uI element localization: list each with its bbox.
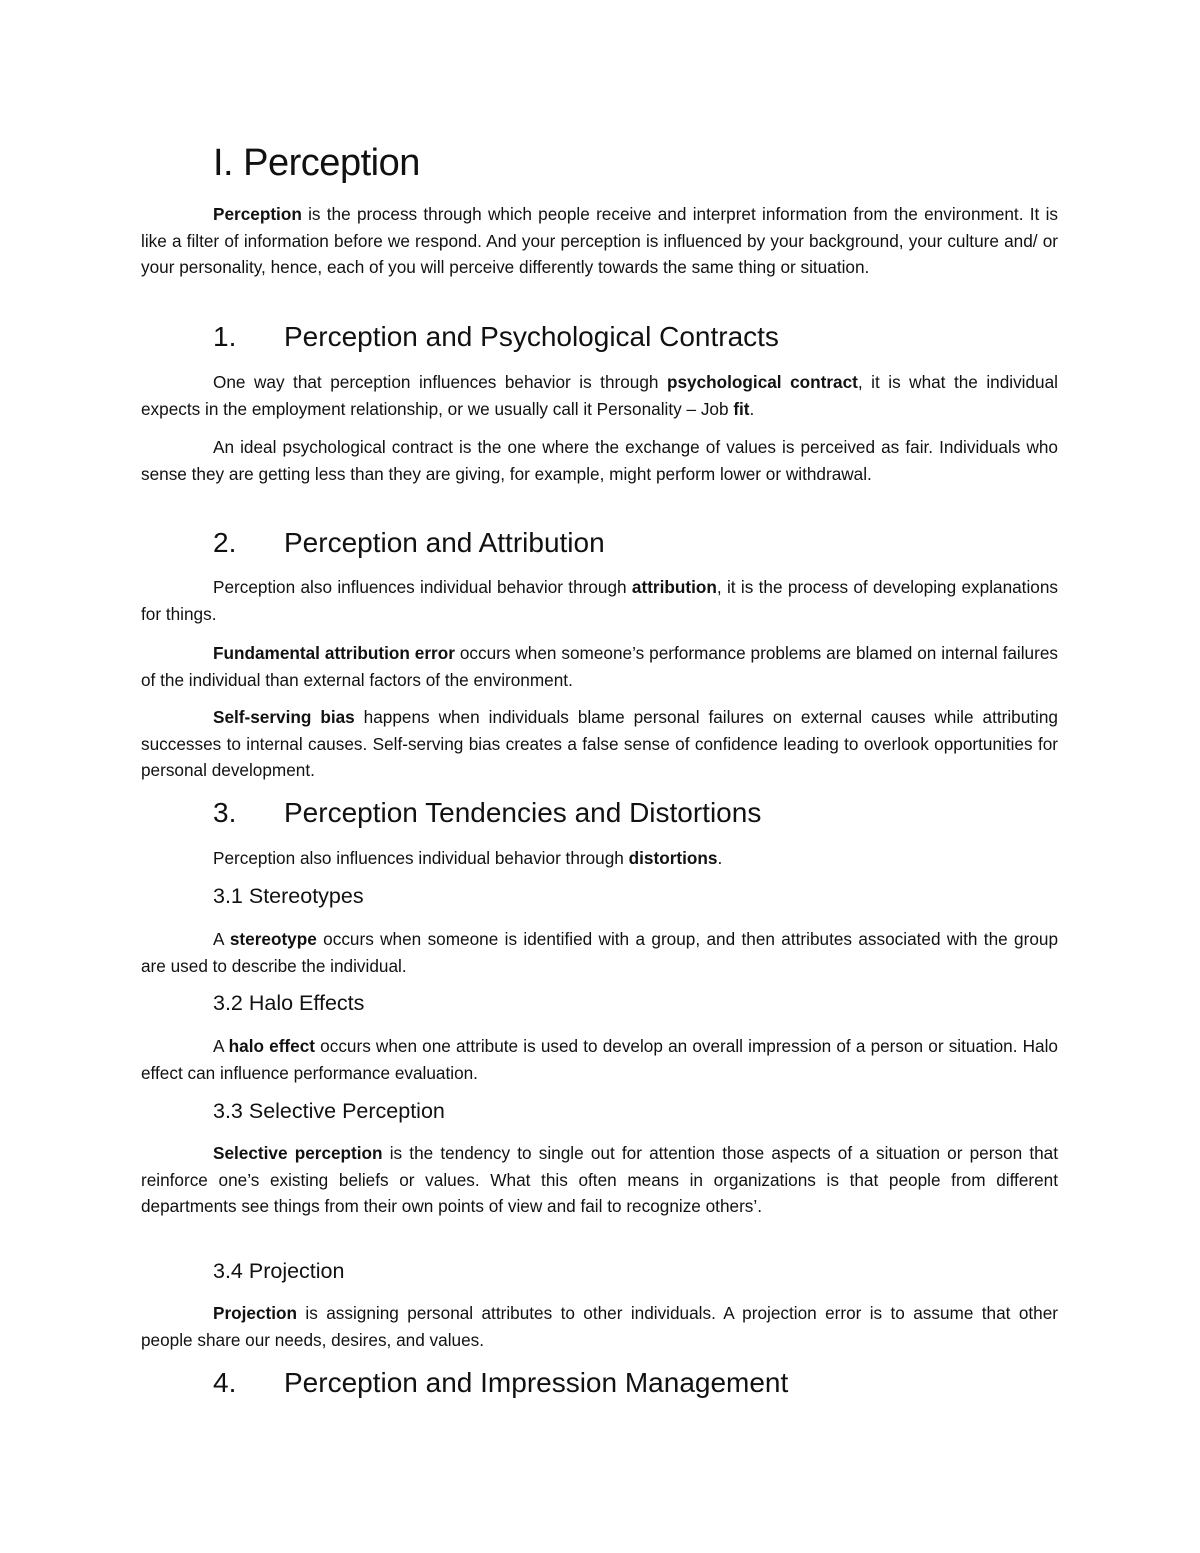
text-run: occurs when one attribute is used to develop an overall impression of a person or situation. Halo effect can influence performance evaluation.	[141, 1036, 1058, 1083]
section-1-paragraph-1	[141, 369, 1058, 422]
section-3-paragraph-1	[141, 845, 1058, 872]
text-run: A	[213, 929, 230, 949]
section-2-heading	[213, 527, 605, 559]
term-attribution: attribution	[631, 577, 717, 597]
term-fundamental-attribution-error: Fundamental attribution error	[213, 643, 455, 663]
section-1-heading	[213, 321, 779, 353]
section-3-heading	[213, 797, 761, 829]
section-2-paragraph-2	[141, 640, 1058, 693]
text-run: A	[213, 1036, 229, 1056]
text-run: .	[717, 848, 723, 868]
text-run: , it is the process of developing explanations for things.	[141, 577, 1058, 624]
section-2-paragraph-3	[141, 704, 1058, 784]
term-psychological-contract: psychological contract	[666, 372, 858, 392]
subsection-3-2-paragraph	[141, 1033, 1058, 1086]
intro-text: is the process through which people receive and interpret information from the environment. It is like a filter of information before we respond. And your perception is influenced by your background, your culture and/ or your personality, hence, each of you will perceive differently towards the same thing or situation.	[141, 204, 1058, 277]
term-distortions: distortions	[628, 848, 718, 868]
section-1-paragraph-2: An ideal psychological contract is the one where the exchange of values is perceived as fair. Individuals who sense they are getting less than they are giving, for example, might perform lower or withdrawal.	[141, 437, 1058, 484]
term-stereotype: stereotype	[229, 929, 317, 949]
section-2-title: Perception and Attribution	[284, 527, 605, 558]
term-self-serving-bias: Self-serving bias	[213, 707, 355, 727]
subsection-3-3-heading: 3.3 Selective Perception	[213, 1099, 445, 1123]
text-run: is the tendency to single out for attention those aspects of a situation or person that reinforce one’s existing beliefs or values. What this often means in organizations is that people from different departments see things from their own points of view and fail to recognize others’.	[141, 1143, 1058, 1216]
subsection-3-4-heading: 3.4 Projection	[213, 1259, 345, 1283]
section-2-number: 2.	[213, 527, 237, 558]
subsection-3-2-heading: 3.2 Halo Effects	[213, 991, 365, 1015]
text-run: .	[749, 398, 755, 419]
subsection-3-3-paragraph	[141, 1140, 1058, 1220]
text-run: Perception also influences individual behavior through	[213, 848, 629, 868]
section-2-paragraph-1	[141, 574, 1058, 627]
term-halo-effect: halo effect	[228, 1036, 316, 1056]
term-projection: Projection	[213, 1303, 298, 1323]
text-run: Perception also influences individual behavior through	[213, 577, 632, 597]
term-fit: fit	[733, 398, 750, 419]
section-1-title: Perception and Psychological Contracts	[284, 321, 779, 352]
subsection-3-4-paragraph	[141, 1300, 1058, 1353]
section-1-number: 1.	[213, 321, 237, 352]
text-run: occurs when someone’s performance problems are blamed on internal failures of the individual than external factors of the environment.	[141, 643, 1058, 690]
subsection-3-1-paragraph	[141, 926, 1058, 979]
section-4-number: 4.	[213, 1367, 237, 1398]
section-4-heading	[213, 1367, 788, 1399]
text-run: occurs when someone is identified with a group, and then attributes associated with the group are used to describe the individual.	[141, 929, 1058, 976]
intro-term: Perception	[213, 204, 302, 224]
intro-paragraph	[141, 201, 1058, 281]
text-run: happens when individuals blame personal failures on external causes while attributing successes to internal causes. Self-serving bias creates a false sense of confidence leading to overlook opportunities for personal development.	[141, 707, 1058, 780]
text-run: One way that perception influences behavior is through	[213, 372, 667, 392]
section-3-title: Perception Tendencies and Distortions	[284, 797, 762, 828]
text-run: is assigning personal attributes to other individuals. A projection error is to assume that other people share our needs, desires, and values.	[141, 1303, 1058, 1350]
section-4-title: Perception and Impression Management	[284, 1367, 789, 1398]
section-3-number: 3.	[213, 797, 237, 828]
page-title: I. Perception	[213, 142, 420, 184]
subsection-3-1-heading: 3.1 Stereotypes	[213, 884, 364, 908]
term-selective-perception: Selective perception	[213, 1143, 383, 1163]
text-run: , it is what the individual expects in the employment relationship, or we usually call it Personality – Job	[141, 372, 1058, 419]
